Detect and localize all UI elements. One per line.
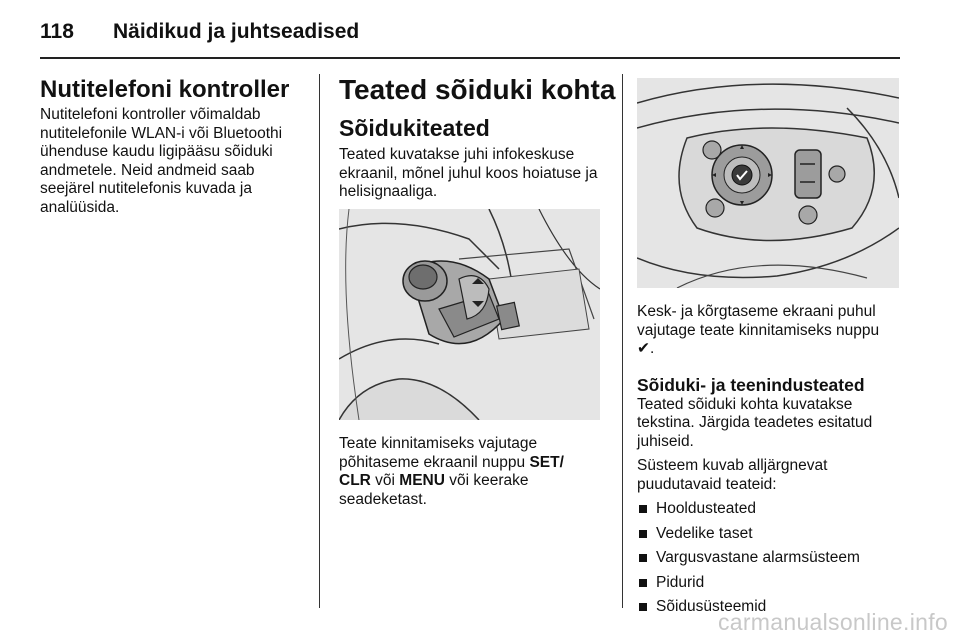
menu-button-label: MENU <box>399 472 445 489</box>
caption-line <box>339 472 619 491</box>
watermark: carmanualsonline.info <box>717 609 948 635</box>
header-rule <box>40 57 900 59</box>
left-body-text <box>40 106 310 217</box>
list-item <box>637 525 907 544</box>
middle-intro-line: ekraanil, mõnel juhul koos hoiatuse ja <box>339 164 598 182</box>
caption-line <box>339 454 619 473</box>
right-caption-line: vajutage teate kinnitamiseks nuppu <box>637 321 880 339</box>
subheading-vehicle-messages: Sõidukiteated <box>339 115 490 141</box>
caption-text: . <box>650 340 655 357</box>
left-body-line: ühenduse kaudu ligipääsu sõiduki <box>40 143 273 160</box>
middle-caption <box>339 435 619 509</box>
bullet-icon <box>639 530 647 538</box>
list-item <box>637 549 907 568</box>
left-body-line: andmetele. Neid andmeid saab <box>40 161 255 179</box>
column-divider-right <box>622 74 623 608</box>
lever-drawing <box>339 209 600 420</box>
right-system-line: puudutavaid teateid: <box>637 475 777 493</box>
list-item-text: Hooldusteated <box>656 500 756 517</box>
turn-signal-lever-illustration <box>339 209 600 420</box>
header-title: Näidikud ja juhtseadised <box>113 20 360 43</box>
message-types-list <box>637 500 907 617</box>
bullet-icon <box>639 554 647 562</box>
caption-line: seadeketast. <box>339 490 427 508</box>
right-caption-line: Kesk- ja kõrgtaseme ekraani puhul <box>637 303 876 320</box>
right-system-line: Süsteem kuvab alljärgnevat <box>637 457 828 474</box>
right-body-line: juhiseid. <box>637 432 694 450</box>
checkmark-icon: ✔ <box>637 340 650 357</box>
bullet-icon <box>639 603 647 611</box>
bullet-icon <box>639 505 647 513</box>
bullet-icon <box>639 579 647 587</box>
section-heading-vehicle-messages: Teated sõiduki kohta <box>339 74 616 105</box>
steering-wheel-drawing <box>637 78 899 288</box>
right-caption-line <box>637 340 907 359</box>
list-item-text: Vargusvastane alarmsüsteem <box>656 549 860 566</box>
steering-wheel-illustration <box>637 78 899 288</box>
page-header <box>40 14 900 54</box>
middle-column <box>339 74 619 202</box>
left-body-line: Nutitelefoni kontroller võimaldab <box>40 106 261 123</box>
right-system-text <box>637 457 907 494</box>
left-body-line: analüüsida. <box>40 198 120 216</box>
list-item-text: Sõidusüsteemid <box>656 598 767 615</box>
right-body-text <box>637 396 907 452</box>
middle-intro-line: Teated kuvatakse juhi infokeskuse <box>339 146 575 163</box>
caption-line: Teate kinnitamiseks vajutage <box>339 435 538 452</box>
caption-text: põhitaseme ekraanil nuppu <box>339 453 530 471</box>
clr-button-label: CLR <box>339 472 371 489</box>
left-body-line: nutitelefonile WLAN-i või Bluetoothi <box>40 124 283 142</box>
list-item-text: Pidurid <box>656 573 705 591</box>
subheading-vehicle-service-messages: Sõiduki- ja teenindusteated <box>637 374 865 395</box>
middle-intro-line: helisignaaliga. <box>339 183 438 200</box>
set-button-label: SET/ <box>529 453 564 471</box>
left-column <box>40 76 310 217</box>
caption-text: või keerake <box>444 472 529 489</box>
right-body-line: Teated sõiduki kohta kuvatakse <box>637 395 853 413</box>
right-body-line: tekstina. Järgida teadetes esitatud <box>637 414 873 431</box>
section-heading-smartphone-controller: Nutitelefoni kontroller <box>40 76 290 103</box>
list-item <box>637 500 907 519</box>
page-number: 118 <box>40 20 74 43</box>
list-item-text: Vedelike taset <box>656 524 753 542</box>
middle-intro-text <box>339 146 619 202</box>
caption-text: või <box>370 472 400 489</box>
list-item <box>637 574 907 593</box>
left-body-line: seejärel nutitelefonis kuvada ja <box>40 180 252 197</box>
column-divider-left <box>319 74 320 608</box>
right-column <box>637 303 907 623</box>
